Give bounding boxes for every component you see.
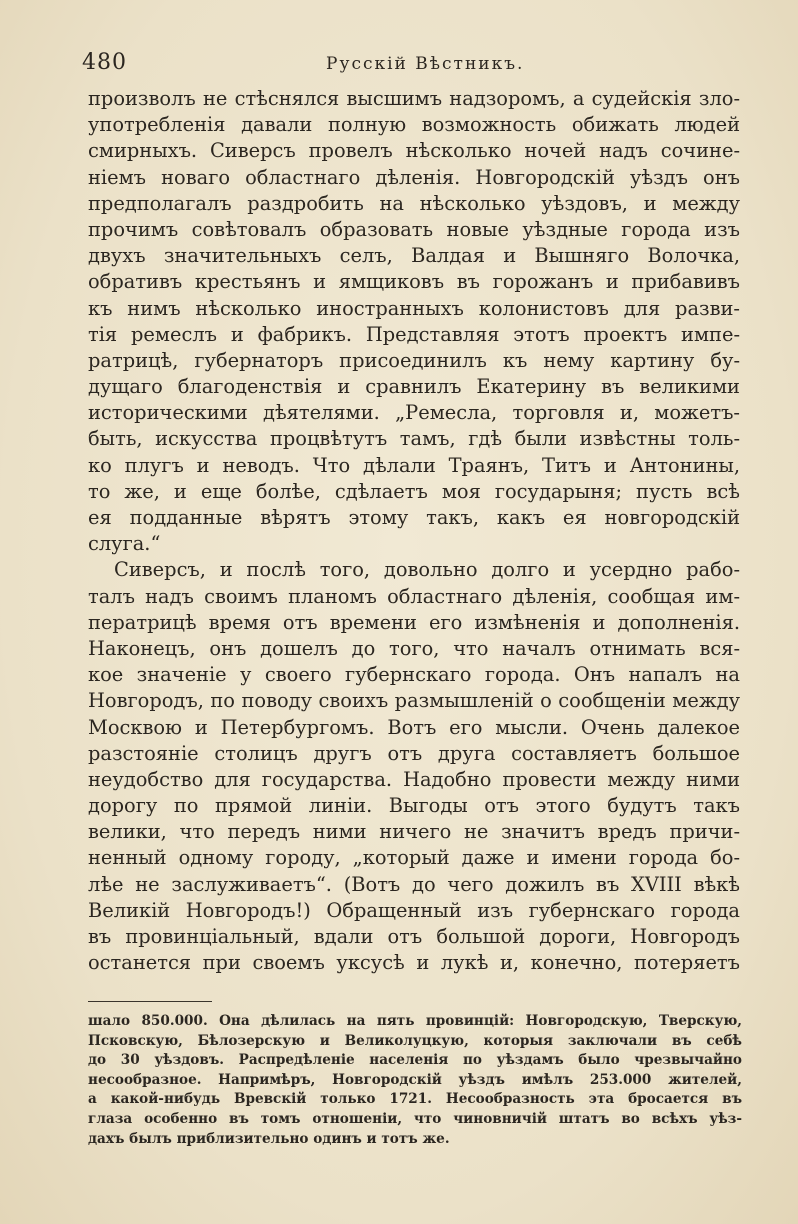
running-title: Русскій Вѣстникъ. xyxy=(326,54,525,74)
text-line: въ провинціальный, вдали отъ большой дороги, Новгородъ xyxy=(88,925,740,948)
text-line: предполагалъ раздробить на нѣсколько уѣздовъ, и между xyxy=(88,191,740,215)
footnote xyxy=(88,1012,742,1149)
footnote-line: дахъ былъ приблизительно одинъ и тотъ же. xyxy=(88,1130,450,1147)
text-line: дущаго благоденствія и сравнилъ Екатерину въ великими xyxy=(88,375,740,399)
footnote-divider xyxy=(88,1001,212,1002)
text-line: смирныхъ. Сиверсъ провелъ нѣсколько ночей надъ сочине- xyxy=(88,139,740,163)
text-line: ператрицѣ время отъ времени его измѣненія и дополненія. xyxy=(88,610,740,634)
page-header xyxy=(82,50,742,80)
text-line: останется при своемъ уксусѣ и лукѣ и, конечно, потеряетъ xyxy=(88,951,740,975)
paragraph-end-line: слуга.“ xyxy=(88,532,161,556)
text-line: ніемъ новаго областнаго дѣленія. Новгородскій уѣздъ онъ xyxy=(88,165,740,189)
text-line: разстояніе столицъ другъ отъ друга составляетъ большое xyxy=(88,741,740,765)
text-line: употребленія давали полную возможность обижать людей xyxy=(88,113,740,137)
text-line: кое значеніе у своего губернскаго города. Онъ напалъ на xyxy=(88,663,740,687)
text-line: двухъ значительныхъ селъ, Валдая и Вышняго Волочка, xyxy=(88,244,740,268)
text-line: ненный одному городу, „который даже и имени города бо- xyxy=(88,846,740,870)
text-line: ея подданные вѣрятъ этому такъ, какъ ея новгородскій xyxy=(88,506,740,529)
text-line: Великій Новгородъ!) Обращенный изъ губернскаго города xyxy=(88,898,740,922)
main-text xyxy=(88,86,740,976)
footnote-line: несообразное. Напримѣръ, Новгородскій уѣздъ имѣлъ 253.000 жителей, xyxy=(88,1071,742,1088)
text-line: Москвою и Петербургомъ. Вотъ его мысли. Очень далекое xyxy=(88,715,740,739)
text-line: Наконецъ, онъ дошелъ до того, что началъ отнимать вся- xyxy=(88,636,740,660)
footnote-line: до 30 уѣздовъ. Распредѣленіе населенія по уѣздамъ было чрезвычайно xyxy=(88,1052,742,1069)
text-line: ко плугъ и неводъ. Что дѣлали Траянъ, Титъ и Антонины, xyxy=(88,453,740,477)
text-line: быть, искусства процвѣтутъ тамъ, гдѣ были извѣстны толь- xyxy=(88,427,740,451)
text-line: велики, что передъ ними ничего не значитъ вредъ причи- xyxy=(88,820,740,844)
footnote-line: Псковскую, Бѣлозерскую и Великолуцкую, которыя заключали въ себѣ xyxy=(88,1032,742,1049)
text-line: лѣе не заслуживаетъ“. (Вотъ до чего дожилъ въ XVIII вѣкѣ xyxy=(88,872,740,896)
footnote-line: а какой-нибудь Вревскій только 1721. Несообразность эта бросается въ xyxy=(88,1091,742,1108)
text-line: произволъ не стѣснялся высшимъ надзоромъ, а судейскія зло- xyxy=(88,87,740,110)
text-line: историческими дѣятелями. „Ремесла, торговля и, можетъ- xyxy=(88,401,740,425)
text-line: неудобство для государства. Надобно провести между ними xyxy=(88,767,740,791)
text-line: то же, и еще болѣе, сдѣлаетъ моя государыня; пусть всѣ xyxy=(88,479,740,503)
paragraph-start-line: Сиверсъ, и послѣ того, довольно долго и усердно рабо- xyxy=(114,558,740,582)
text-line: талъ надъ своимъ планомъ областнаго дѣленія, сообщая им- xyxy=(88,584,740,608)
page-number: 480 xyxy=(82,50,127,75)
footnote-line: шало 850.000. Она дѣлилась на пять провинцій: Новгородскую, Тверскую, xyxy=(88,1013,742,1029)
text-line: обративъ крестьянъ и ямщиковъ въ горожанъ и прибавивъ xyxy=(88,270,740,294)
text-line: прочимъ совѣтовалъ образовать новые уѣздные города изъ xyxy=(88,217,740,241)
footnote-line: глаза особенно въ томъ отношеніи, что чиновничій штатъ во всѣхъ уѣз- xyxy=(88,1110,742,1127)
text-line: Новгородъ, по поводу своихъ размышленій о сообщеніи между xyxy=(88,689,740,713)
text-line: къ нимъ нѣсколько иностранныхъ колонистовъ для разви- xyxy=(88,296,740,320)
text-line: ратрицѣ, губернаторъ присоединилъ къ нему картину бу- xyxy=(88,348,740,372)
text-line: дорогу по прямой линіи. Выгоды отъ этого будутъ такъ xyxy=(88,794,740,818)
text-line: тія ремеслъ и фабрикъ. Представляя этотъ проектъ импе- xyxy=(88,322,740,346)
